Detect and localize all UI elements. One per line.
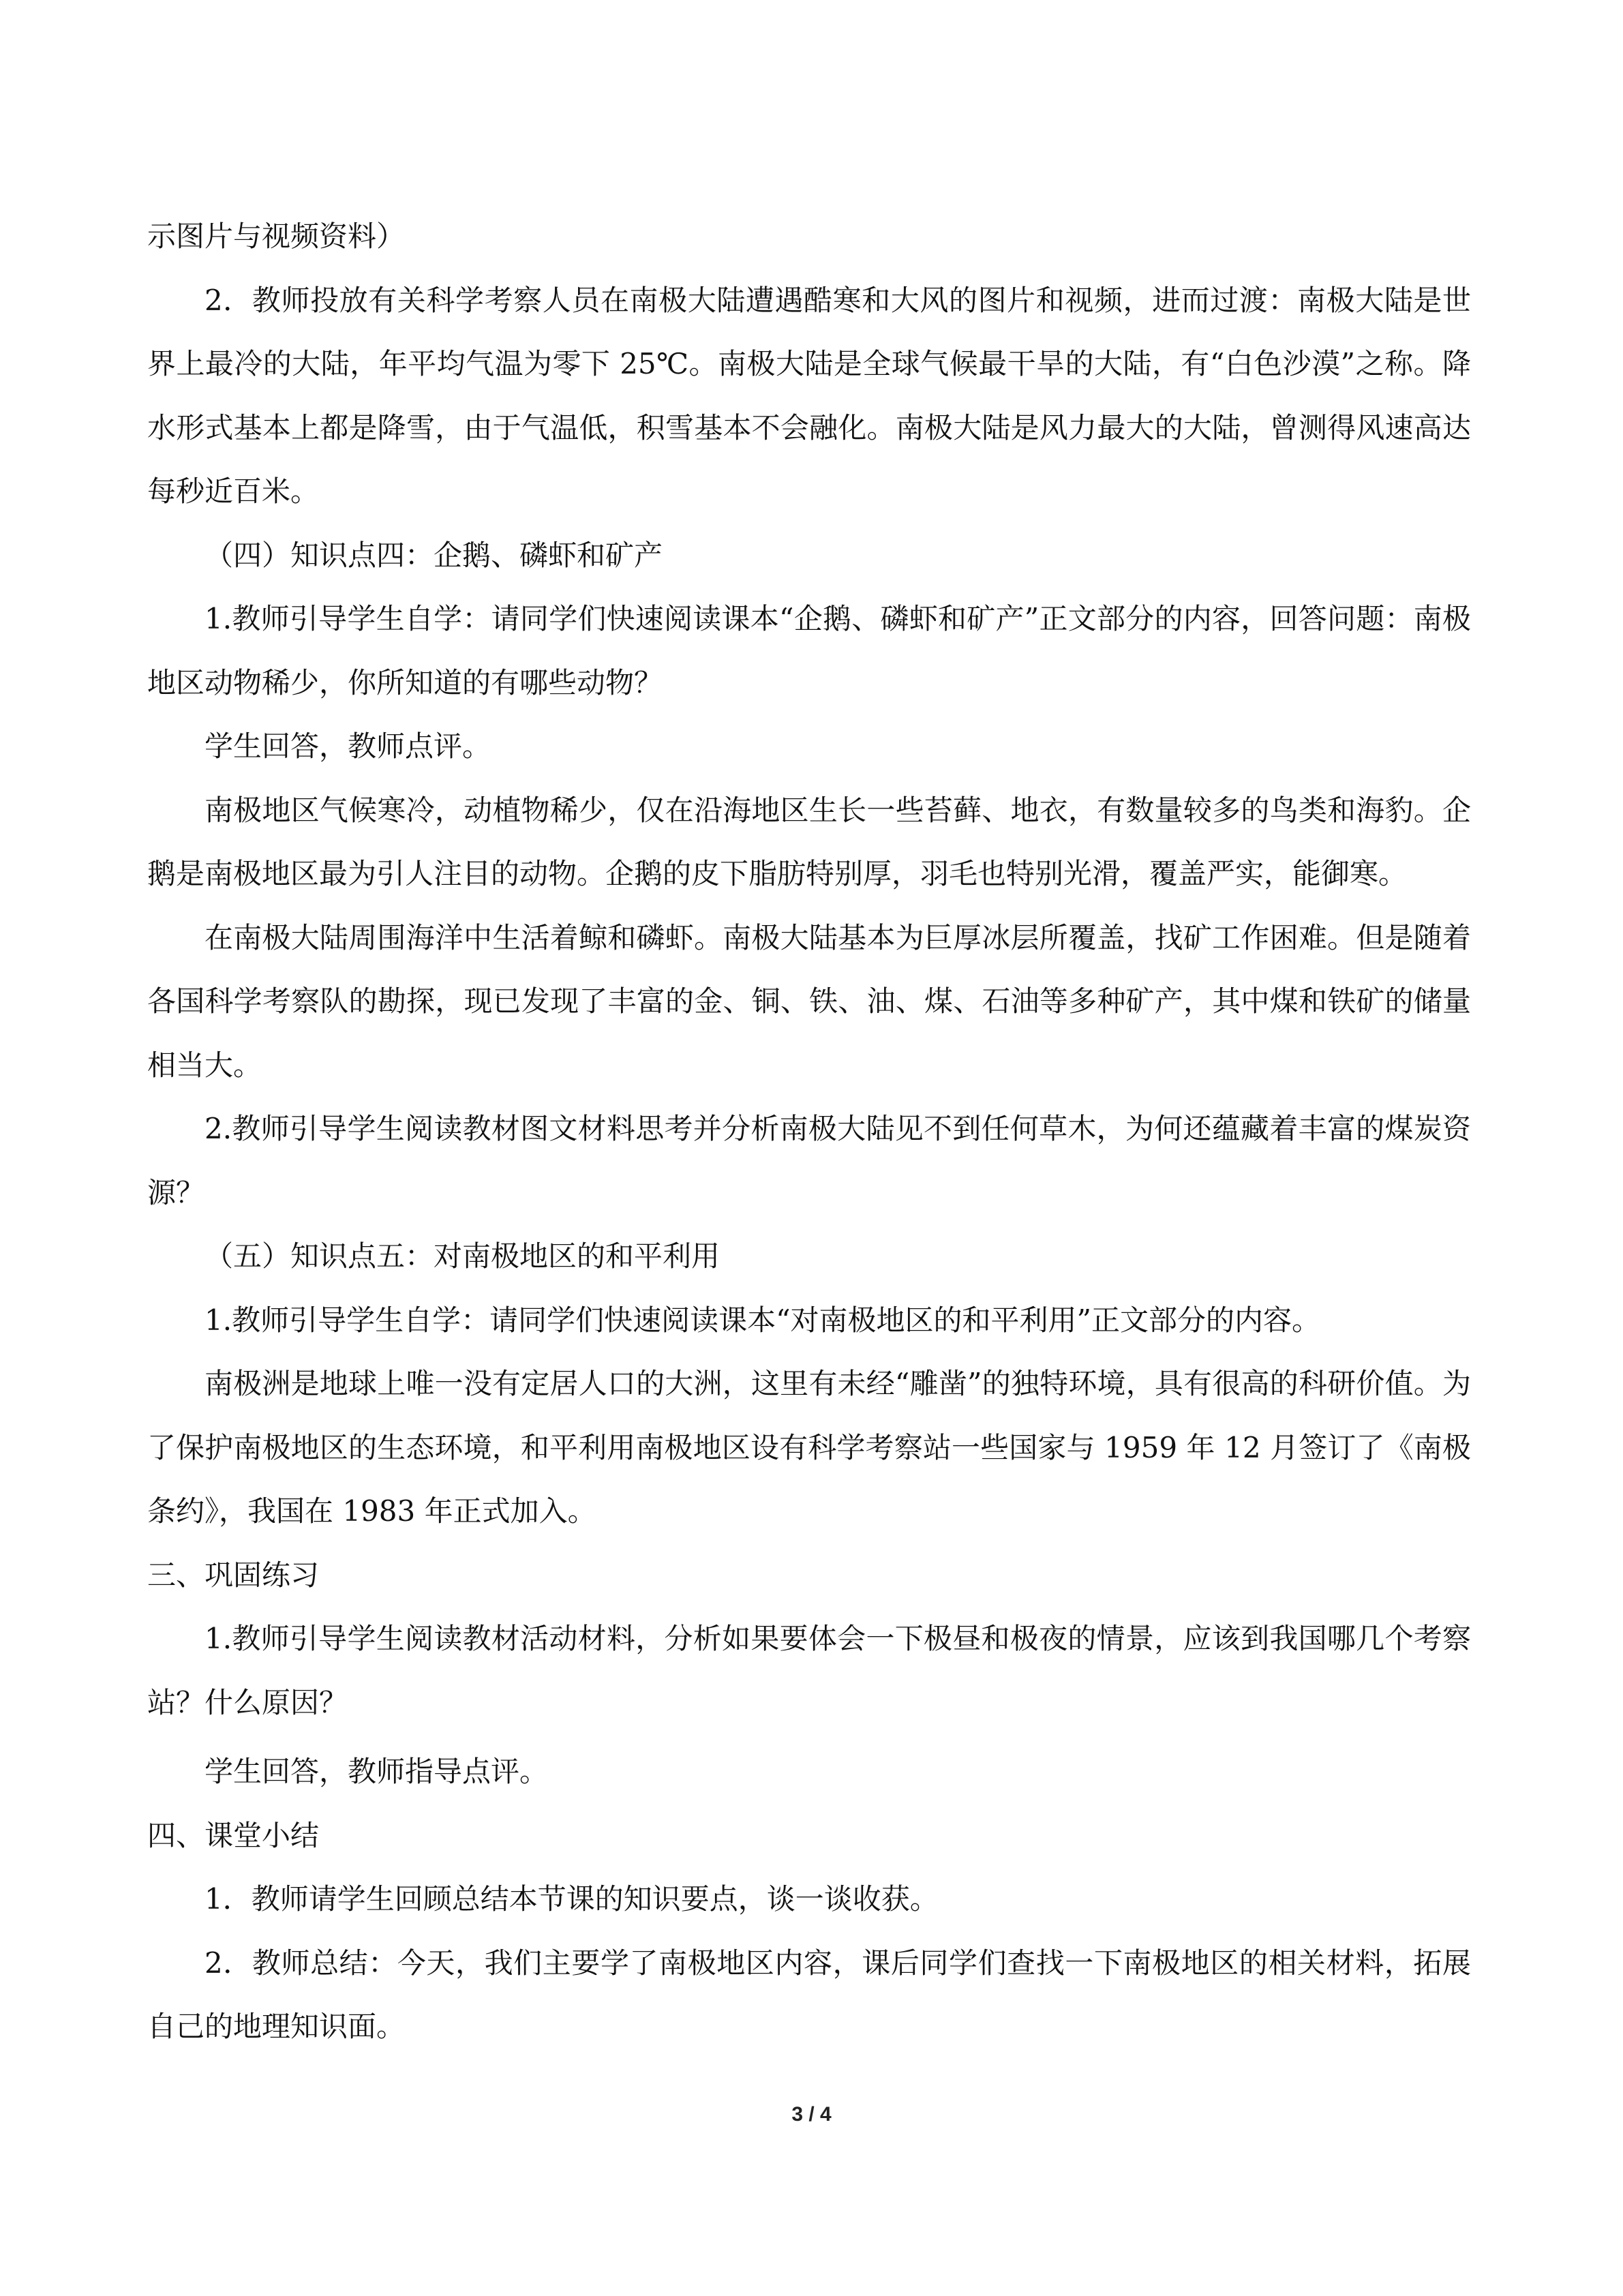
section-heading-summary: 四、课堂小结 bbox=[147, 1818, 320, 1852]
paragraph-polar-day-night: 1.教师引导学生阅读教材活动材料，分析如果要体会一下极昼和极夜的情景，应该到我国哪几个考察站？什么原因？ bbox=[147, 1622, 1471, 1719]
page-number: 3 / 4 bbox=[791, 2103, 832, 2126]
paragraph-animals: 南极地区气候寒冷，动植物稀少，仅在沿海地区生长一些苔藓、地衣，有数量较多的鸟类和海豹。企鹅是南极地区最为引人注目的动物。企鹅的皮下脂肪特别厚，羽毛也特别光滑，覆盖严实，能御寒。 bbox=[147, 793, 1471, 890]
paragraph-continuation: 示图片与视频资料） bbox=[147, 220, 406, 253]
paragraph-antarctic-treaty: 南极洲是地球上唯一没有定居人口的大洲，这里有未经“雕凿”的独特环境，具有很高的科研价值。为了保护南极地区的生态环境，和平利用南极地区设有科学考察站一些国家与 1959 年 12 月签订了《南极条约》，我国在 1983 年正式加入。 bbox=[147, 1367, 1471, 1528]
paragraph-student-answer: 学生回答，教师点评。 bbox=[204, 729, 491, 763]
paragraph-review: 1．教师请学生回顾总结本节课的知识要点，谈一谈收获。 bbox=[204, 1882, 939, 1916]
paragraph-minerals: 在南极大陆周围海洋中生活着鲸和磷虾。南极大陆基本为巨厚冰层所覆盖，找矿工作困难。但是随着各国科学考察队的勘探，现已发现了丰富的金、铜、铁、油、煤、石油等多种矿产，其中煤和铁矿的储量相当大。 bbox=[147, 920, 1471, 1082]
section-heading-point-five: （五）知识点五：对南极地区的和平利用 bbox=[204, 1239, 721, 1273]
section-heading-point-four: （四）知识点四：企鹅、磷虾和矿产 bbox=[204, 538, 663, 572]
paragraph-self-study-peaceful-use: 1.教师引导学生自学：请同学们快速阅读课本“对南极地区的和平利用”正文部分的内容。 bbox=[204, 1303, 1321, 1337]
paragraph-coal-question: 2.教师引导学生阅读教材图文材料思考并分析南极大陆见不到任何草木，为何还蕴藏着丰富的煤炭资源？ bbox=[147, 1112, 1471, 1209]
document-body bbox=[147, 205, 1471, 2059]
paragraph-climate: 2．教师投放有关科学考察人员在南极大陆遭遇酷寒和大风的图片和视频，进而过渡：南极大陆是世界上最冷的大陆，年平均气温为零下 25℃。南极大陆是全球气候最干旱的大陆，有“白色沙漠”之称。降水形式基本上都是降雪，由于气温低，积雪基本不会融化。南极大陆是风力最大的大陆，曾测得风速高达每秒近百米。 bbox=[147, 283, 1471, 508]
paragraph-self-study-penguins: 1.教师引导学生自学：请同学们快速阅读课本“企鹅、磷虾和矿产”正文部分的内容，回答问题：南极地区动物稀少，你所知道的有哪些动物？ bbox=[147, 602, 1471, 699]
paragraph-teacher-guidance: 学生回答，教师指导点评。 bbox=[204, 1755, 549, 1788]
section-heading-practice: 三、巩固练习 bbox=[147, 1558, 320, 1592]
paragraph-teacher-summary: 2．教师总结：今天，我们主要学了南极地区内容，课后同学们查找一下南极地区的相关材料，拓展自己的地理知识面。 bbox=[147, 1946, 1471, 2043]
